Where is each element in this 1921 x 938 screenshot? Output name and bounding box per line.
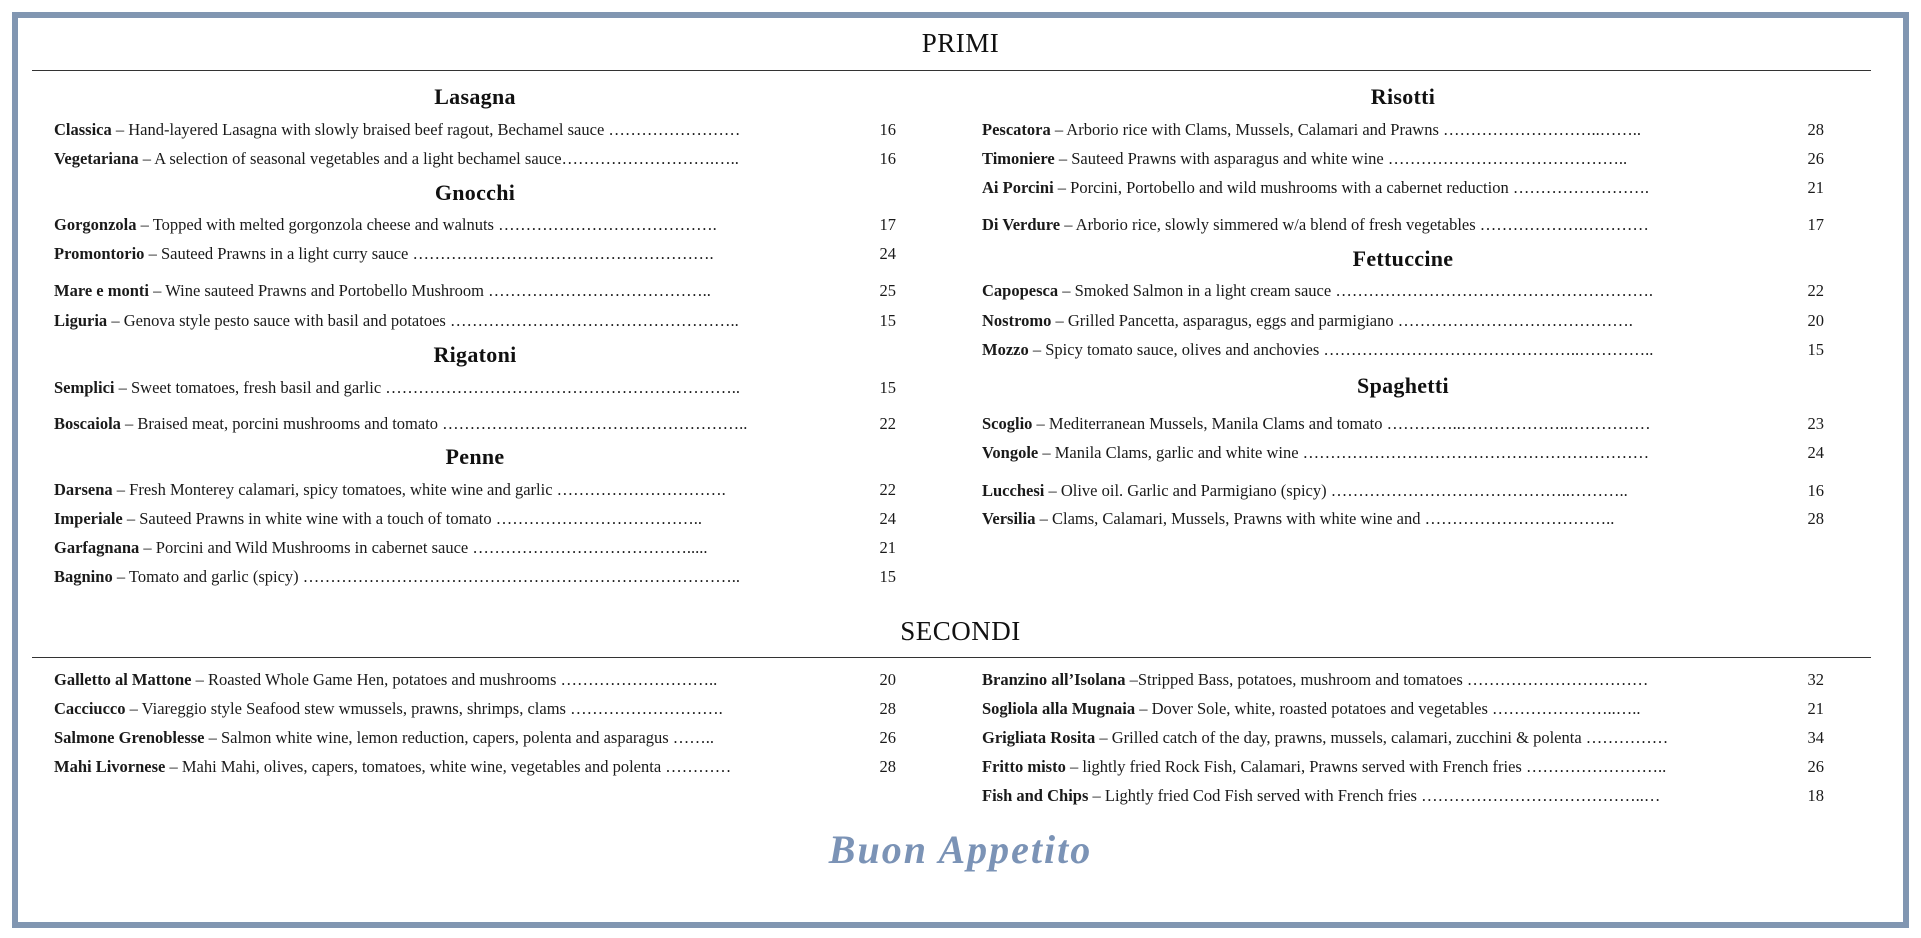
category-heading: Rigatoni (433, 342, 517, 367)
menu-item-description: – Manila Clams, garlic and white wine ……………………………………………………… (1038, 443, 1650, 462)
menu-item-price: 26 (879, 728, 896, 747)
menu-item-text (982, 443, 1764, 463)
category-heading: Risotti (1370, 84, 1436, 109)
category-heading: Fettuccine (1352, 246, 1454, 271)
menu-item-description: – Braised meat, porcini mushrooms and tomato ……………………………………………….. (120, 414, 748, 433)
menu-item-price: 16 (879, 149, 896, 168)
menu-item-description: – Sauteed Prawns in white wine with a touch of tomato ……………………………….. (122, 509, 702, 528)
menu-item-text (54, 378, 836, 398)
menu-item-description: – Olive oil. Garlic and Parmigiano (spicy) ……………………………………..……….. (1044, 481, 1628, 500)
menu-item-price: 25 (879, 281, 896, 300)
menu-item-name: Fish and Chips (982, 786, 1089, 805)
menu-item-name: Classica (54, 120, 112, 139)
menu-item-price: 22 (879, 480, 896, 499)
menu-item-price: 26 (1807, 757, 1824, 776)
menu-item-text (54, 538, 836, 558)
menu-item-name: Semplici (54, 378, 115, 397)
menu-item-description: – Fresh Monterey calamari, spicy tomatoes, white wine and garlic …………………………. (112, 480, 726, 499)
menu-item-text (982, 699, 1764, 719)
menu-item-description: – Arborio rice with Clams, Mussels, Calamari and Prawns ………………………..…….. (1050, 120, 1641, 139)
menu-item-name: Bagnino (54, 567, 113, 586)
menu-item-description: – Arborio rice, slowly simmered w/a blend of fresh vegetables ……………….………… (1060, 215, 1649, 234)
menu-item-text (54, 414, 836, 434)
menu-item-price: 16 (1807, 481, 1824, 500)
menu-item-price: 15 (1807, 340, 1824, 359)
menu-item-description: – lightly fried Rock Fish, Calamari, Prawns served with French fries …………………….. (1065, 757, 1667, 776)
menu-item-name: Fritto misto (982, 757, 1066, 776)
menu-item-description: – Smoked Salmon in a light cream sauce …………………………………………………. (1058, 281, 1653, 300)
menu-item-text (982, 215, 1764, 235)
menu-item-name: Promontorio (54, 244, 145, 263)
menu-item-text (982, 670, 1764, 690)
category-heading: Spaghetti (1357, 373, 1449, 398)
menu-item-name: Mare e monti (54, 281, 149, 300)
menu-item-name: Scoglio (982, 414, 1033, 433)
menu-item-text (54, 215, 836, 235)
menu-item-description: – Sauteed Prawns in a light curry sauce ………………………………………………. (144, 244, 714, 263)
menu-item-text (982, 120, 1764, 140)
category-heading: Penne (445, 444, 505, 469)
menu-item-text (982, 281, 1764, 301)
menu-item-name: Di Verdure (982, 215, 1061, 234)
menu-item-text (54, 281, 836, 301)
menu-item-price: 15 (879, 378, 896, 397)
menu-item-price: 18 (1807, 786, 1824, 805)
category-heading: Lasagna (434, 84, 516, 109)
menu-item-price: 28 (879, 757, 896, 776)
category-heading: Gnocchi (434, 180, 516, 205)
menu-item-price: 26 (1807, 149, 1824, 168)
menu-item-description: – Grilled catch of the day, prawns, mussels, calamari, zucchini & polenta …………… (1095, 728, 1669, 747)
menu-item-name: Vongole (982, 443, 1039, 462)
menu-item-text (982, 311, 1764, 331)
menu-item-description: – Grilled Pancetta, asparagus, eggs and parmigiano ……………………………………. (1051, 311, 1633, 330)
menu-item-description: – Porcini and Wild Mushrooms in cabernet sauce …………………………………..... (139, 538, 708, 557)
menu-item-description: – Viareggio style Seafood stew wmussels, prawns, shrimps, clams ………………………. (125, 699, 723, 718)
menu-item-name: Sogliola alla Mugnaia (982, 699, 1136, 718)
signoff-text: Buon Appetito (828, 827, 1093, 872)
menu-item-price: 24 (879, 244, 896, 263)
menu-item-description: – Salmon white wine, lemon reduction, capers, polenta and asparagus …….. (204, 728, 715, 747)
menu-item-description: – Sweet tomatoes, fresh basil and garlic ……………………………………………………….. (114, 378, 741, 397)
menu-item-name: Pescatora (982, 120, 1051, 139)
menu-item-description: –Stripped Bass, potatoes, mushroom and tomatoes …………………………… (1125, 670, 1649, 689)
menu-item-description: – Clams, Calamari, Mussels, Prawns with white wine and …………………………….. (1035, 509, 1615, 528)
menu-item-price: 20 (1807, 311, 1824, 330)
menu-item-name: Cacciucco (54, 699, 126, 718)
menu-item-name: Timoniere (982, 149, 1055, 168)
menu-item-price: 15 (879, 311, 896, 330)
menu-item-price: 24 (879, 509, 896, 528)
menu-item-name: Capopesca (982, 281, 1059, 300)
menu-item-description: – Roasted Whole Game Hen, potatoes and mushrooms ……………………….. (191, 670, 718, 689)
menu-item-text (54, 567, 836, 587)
menu-item-text (54, 728, 836, 748)
menu-item-price: 17 (1807, 215, 1824, 234)
menu-item-text (54, 149, 836, 169)
menu-item-text (982, 340, 1764, 360)
menu-item-name: Ai Porcini (982, 178, 1054, 197)
menu-item-price: 32 (1807, 670, 1824, 689)
section-title-primi: PRIMI (921, 28, 1000, 58)
menu-item-text (982, 414, 1764, 434)
menu-item-text (982, 481, 1764, 501)
menu-item-price: 28 (1807, 120, 1824, 139)
menu-item-price: 16 (879, 120, 896, 139)
menu-item-price: 17 (879, 215, 896, 234)
menu-item-name: Mozzo (982, 340, 1029, 359)
menu-item-description: – Mediterranean Mussels, Manila Clams and tomato …………..………………..…………… (1032, 414, 1651, 433)
menu-item-description: – Lightly fried Cod Fish served with French fries …………………………………..… (1088, 786, 1661, 805)
menu-item-description: – Sauteed Prawns with asparagus and white wine …………………………………….. (1054, 149, 1628, 168)
menu-item-price: 34 (1807, 728, 1824, 747)
menu-item-text (982, 786, 1764, 806)
menu-item-name: Vegetariana (54, 149, 139, 168)
menu-item-name: Salmone Grenoblesse (54, 728, 205, 747)
menu-item-price: 20 (879, 670, 896, 689)
menu-item-text (54, 699, 836, 719)
menu-item-text (982, 178, 1764, 198)
menu-item-description: – Genova style pesto sauce with basil and potatoes …………………………………………….. (107, 311, 739, 330)
menu-item-price: 22 (879, 414, 896, 433)
menu-item-text (54, 244, 836, 264)
menu-item-description: – Wine sauteed Prawns and Portobello Mushroom ………………………………….. (149, 281, 711, 300)
menu-item-description: – A selection of seasonal vegetables and a light bechamel sauce……………………….….. (138, 149, 739, 168)
menu-item-name: Nostromo (982, 311, 1052, 330)
menu-item-name: Gorgonzola (54, 215, 137, 234)
menu-item-price: 22 (1807, 281, 1824, 300)
menu-item-description: – Porcini, Portobello and wild mushrooms with a cabernet reduction ……………………. (1053, 178, 1649, 197)
menu-item-text (54, 757, 836, 777)
menu-item-price: 24 (1807, 443, 1824, 462)
menu-item-text (54, 509, 836, 529)
menu-item-text (54, 670, 836, 690)
menu-item-name: Liguria (54, 311, 108, 330)
menu-item-name: Lucchesi (982, 481, 1045, 500)
menu-item-text (982, 149, 1764, 169)
menu-item-text (982, 509, 1764, 529)
menu-item-price: 21 (879, 538, 896, 557)
menu-item-name: Darsena (54, 480, 113, 499)
menu-item-price: 21 (1807, 178, 1824, 197)
menu-item-name: Boscaiola (54, 414, 121, 433)
menu-item-description: – Dover Sole, white, roasted potatoes and vegetables …………………..….. (1135, 699, 1641, 718)
menu-item-text (54, 480, 836, 500)
menu-item-text (982, 728, 1764, 748)
menu-item-text (54, 311, 836, 331)
menu-item-price: 21 (1807, 699, 1824, 718)
menu-item-name: Branzino all’Isolana (982, 670, 1126, 689)
section-title-secondi: SECONDI (900, 616, 1021, 646)
menu-item-description: – Spicy tomato sauce, olives and anchovies ………………………………………..………….. (1028, 340, 1654, 359)
menu-item-name: Grigliata Rosita (982, 728, 1096, 747)
menu-item-name: Mahi Livornese (54, 757, 166, 776)
menu-item-name: Versilia (982, 509, 1036, 528)
menu-item-description: – Tomato and garlic (spicy) …………………………………………………………………….. (112, 567, 741, 586)
menu-item-description: – Hand-layered Lasagna with slowly braised beef ragout, Bechamel sauce …………………… (111, 120, 741, 139)
menu-item-price: 28 (879, 699, 896, 718)
divider-primi (32, 70, 1871, 71)
menu-item-text (54, 120, 836, 140)
menu-item-price: 23 (1807, 414, 1824, 433)
menu-item-name: Galletto al Mattone (54, 670, 192, 689)
menu-item-price: 28 (1807, 509, 1824, 528)
menu-item-name: Imperiale (54, 509, 123, 528)
menu-item-description: – Mahi Mahi, olives, capers, tomatoes, white wine, vegetables and polenta ………… (165, 757, 732, 776)
menu-item-text (982, 757, 1764, 777)
menu-item-description: – Topped with melted gorgonzola cheese and walnuts …………………………………. (136, 215, 717, 234)
menu-item-price: 15 (879, 567, 896, 586)
menu-item-name: Garfagnana (54, 538, 140, 557)
divider-secondi (32, 657, 1871, 658)
